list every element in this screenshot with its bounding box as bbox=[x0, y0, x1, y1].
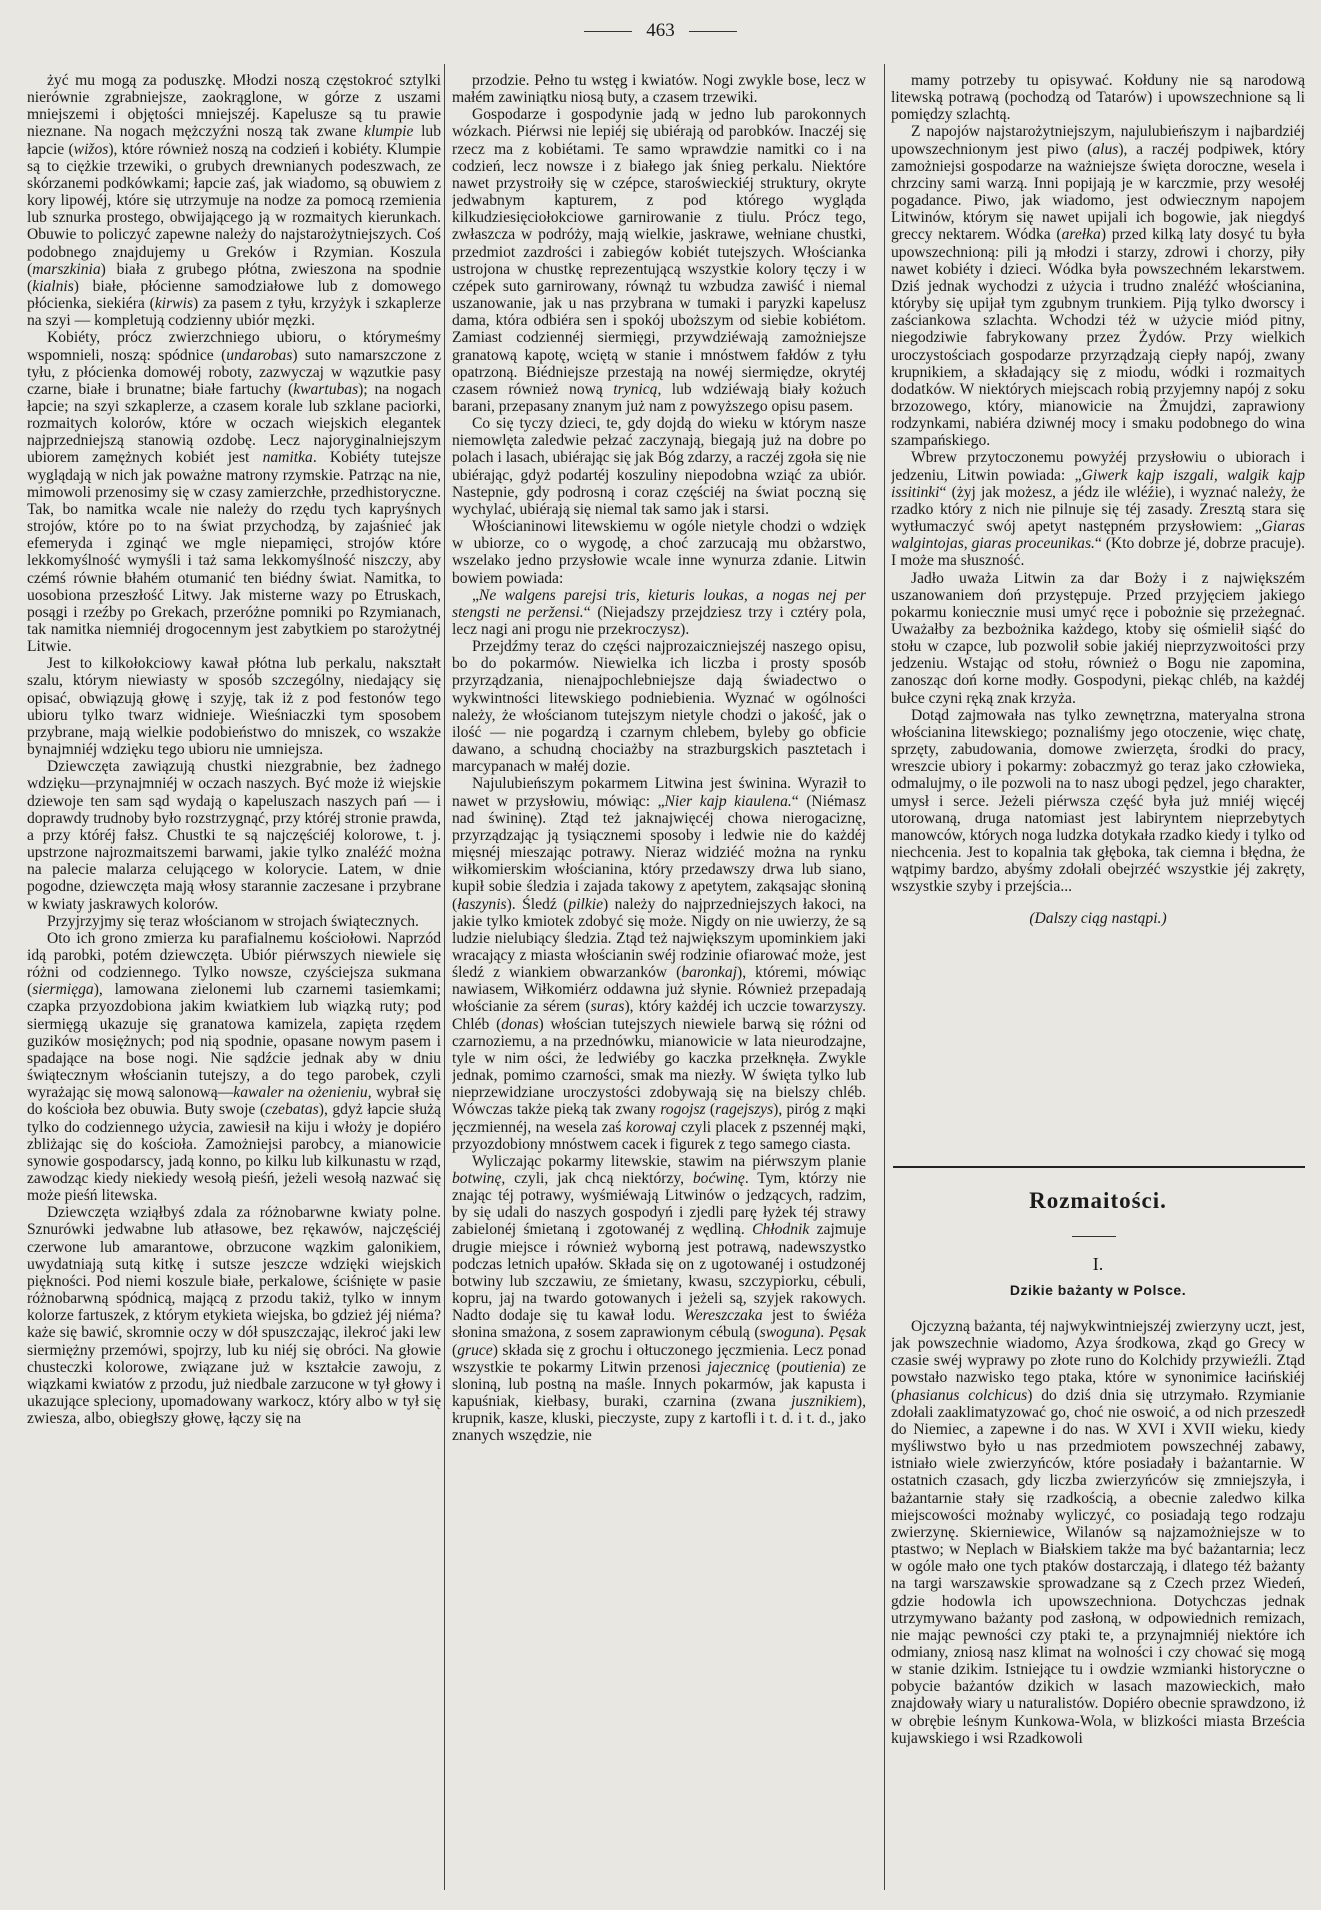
italic-term: phasianus colchicus bbox=[896, 1386, 1028, 1404]
paragraph: Wbrew przytoczonemu powyżéj przysłowiu o ubiorach i jedzeniu, Litwin powiada: „Giwerk kajp iszgali, walgik kajp issitinki“ (żyj jak możesz, a jédz ile wléźie), i wyznać należy, że rzadko który z nich nie pilnuje się téj zasady. Zresztą stara się wytłumaczyć swój apetyt następném przysłowiem: „Giaras walgintojas, giaras proceunikas.“ (Kto dobrze jé, dobrze pracuje). I może ma słuszność. bbox=[891, 449, 1305, 570]
italic-term: swoguna bbox=[759, 1324, 816, 1342]
italic-term: Chłodnik bbox=[752, 1221, 810, 1239]
paragraph: Co się tyczy dzieci, te, gdy dojdą do wieku w którym nasze niemowlęta zaledwie pełzać zaczynają, biegają już na dobre po polach i lasach, ubiérając się jak Bóg zdarzy, a raczéj zgoła się nie ubiérając, gdyż podartéj koszuliny niepodobna wziąć za ubiór. Nastepnie, gdy podrosną i coraz częściéj na świat poczną się wychylać, ubiérają się niemal tak samo jak i starsi. bbox=[452, 415, 866, 518]
italic-term: suras bbox=[590, 998, 625, 1016]
section-title: Rozmaitości. bbox=[1029, 1188, 1167, 1213]
italic-term: jajecznicę bbox=[707, 1358, 770, 1376]
paragraph: „Ne walgens parejsi tris, kieturis loukas, a nogas nej per stengsti ne peržensi.“ (Niejadszy przejdziesz trzy i cztéry pola, lecz nagi ani progu nie przekroczysz). bbox=[452, 586, 866, 638]
italic-term: kwartubas bbox=[293, 380, 359, 398]
italic-term: rogojsz bbox=[660, 1101, 706, 1119]
italic-term: łaszynis bbox=[457, 895, 507, 913]
paragraph: Kobiéty, prócz zwierzchniego ubioru, o którymeśmy wspomnieli, noszą: spódnice (undarobas) suto namarszczone z tyłu, z płócienka domowéj roboty, zazwyczaj w wązutkie pasy czarne, białe i brunatne; białe fartuchy (kwartubas); na nogach łapcie; na szyi szkaplerze, a czasem korale lub szklane paciorki, rozmaitych kolorów, które w oczach wiejskich elegantek najprzedniejszą stanowią ozdobę. Lecz najoryginalniejszym ubiorem zamężnych kobiét jest namitka. Kobiéty tutejsze wyglądają w nich jak poważne matrony rzymskie. Patrząc na nie, mimowoli przenosimy się w czasy zamierzchłe, przedhistoryczne. Tak, bo namitka wcale nie należy do rzędu tych kapryśnych strojów, które po to na świat przychodzą, by zajaśnieć jak efemeryda i zginąć we mgle niepamięci, strojów które lekkomyślność wymyśli i taż sama lekkomyślność niszczy, aby czémś równie błahém otumanić ten biédny świat. Namitka, to uosobiona przeszłość Litwy. Jak misterne wazy po Etruskach, posągi i rzeźby po Grekach, przeróżne pomniki po Rzymianach, tak namitka niemniéj drogocennym jest zabytkiem po starożytnéj Litwie. bbox=[27, 329, 441, 656]
italic-term: kirwis bbox=[154, 295, 193, 313]
italic-term: klumpie bbox=[364, 123, 414, 141]
paragraph: Wyliczając pokarmy litewskie, stawim na piérwszym planie botwinę, czyli, jak chcą niektórzy, boćwinę. Tym, którzy nie znając téj potrawy, wyśmiéwają Litwinów o jedzących, radzim, by się udali do naszych gospodyń i zjedli parę łyżek téj strawy zabielonéj śmietaną i zgotowanéj z wędliną. Chłodnik zajmuje drugie miejsce i również wyborną jest potrawą, nadewszystko podczas letnich upałów. Składa się on z ugotowanéj i ostudzonéj botwiny lub szczawiu, ze śmietany, kwasu, szczypiorku, cébuli, kopru, jaj na twardo gotowanych i jeżeli są, szyjek rakowych. Nadto dodaje się tu kawał lodu. Wereszczaka jest to świéża słonina smażona, z sosem zaprawionym cébulą (swoguna). Pęsak (gruce) składa się z grochu i ołtuczonego jęczmienia. Lecz ponad wszystkie te pokarmy Litwin przenosi jajecznicę (poutienia) ze sloniną, lub postną na maśle. Innych pokarmów, jak kapusta i kapuśniak, kiełbasy, buraki, czarnina (zwana jusznikiem), krupnik, kasze, kluski, pieczyste, zupy z kartofli i t. d. i t. d., jako znanych wszędzie, nie bbox=[452, 1152, 866, 1445]
italic-term: Wereszczaka bbox=[684, 1307, 763, 1325]
italic-term: Giwerk kajp iszgali, walgik kajp issitinki bbox=[891, 466, 1305, 501]
paragraph: Przejdźmy teraz do części najprozaiczniejszéj naszego opisu, bo do pokarmów. Niewielka ich liczba i prosty sposób przyrządzania, nienajpochlebniejsze dają świadectwo o wykwintności litewskiego podniebienia. Wyznać w ogólności należy, że włościanom tutejszym nietyle chodzi o jakość, jak o ilość — nie pogardzą i czarnym chlebem, byleby go obficie dawano, a schudną chociażby na strazburgskich pasztetach i marcypanach w małéj dozie. bbox=[452, 638, 866, 776]
paragraph: Jadło uważa Litwin za dar Boży i z największém uszanowaniem doń przystępuje. Przed przyjęciem jakiego pokarmu koniecznie musi umyć ręce i pobożnie się przeżegnać. Uważałby za bezbożnika każdego, ktoby się ośmielił siąść do stołu w czapce, lub pozwolił sobie jakiéj nieprzyzwoitości przy jedzeniu. Wstając od stołu, również o Bogu nie zapomina, zanosząc doń korne modły. Gospodyni, piekąc chléb, na każdéj bułce czyni ręką znak krzyża. bbox=[891, 569, 1305, 707]
italic-term: kawaler na ożenieniu bbox=[233, 1084, 368, 1102]
italic-term: trynicą bbox=[613, 380, 658, 398]
column-3 bbox=[891, 72, 1305, 1142]
article-body bbox=[891, 1318, 1305, 1888]
italic-term: marszkinia bbox=[32, 260, 101, 278]
italic-term: donas bbox=[501, 1015, 539, 1033]
paragraph: Z napojów najstarożytniejszym, najulubieńszym i najbardziéj upowszechnionym jest piwo (alus), a raczéj podpiwek, który zamożniejsi gospodarze na ważniejsze święta doroczne, wesela i chrzciny sami warzą. Inni popijają je w karczmie, przy wesołéj pogadance. Piwo, jak wiadomo, jest odwiecznym napojem Litwinów, którym się nawet upijali ich bogowie, jak niegdyś greccy nektarem. Wódka (arełka) przed kilką laty dosyć tu była upowszechnioną: pili ją młodzi i starzy, zdrowi i chorzy, piły nawet kobiéty i dzieci. Wódka była powszechném lekarstwem. Dziś jednak wychodzi z użycia i trudno znaléźć włościanina, któryby się upijał tym zgubnym trunkiem. Piją tylko dworscy i zaściankowa szlachta. Wchodzi téż w użycie miód pitny, niegodziwie fabrykowany przez Żydów. Przy wielkich uroczystościach gospodarze przyrządzają ciepły napój, zwany krupnikiem, a składający się z miodu, wódki i rozmaitych dodatków. W niektórych miejscach robią przyjemny napój z soku brzozowego, który, mianowicie na Żmujdzi, zaprawiony rodzynkami, nabiéra dziwnéj mocy i smaku podobnego do wina szampańskiego. bbox=[891, 123, 1305, 450]
italic-term: alus bbox=[1092, 140, 1119, 158]
column-1 bbox=[27, 72, 441, 1887]
paragraph: Dziewczęta zawiązują chustki niezgrabnie, bez żadnego wdzięku—przynajmniéj w oczach naszych. Być może iż wiejskie dziewoje ten sam sąd wydają o kapeluszach naszych pań — i doprawdy trudnoby było rozstrzygnąć, przy któréj stronie prawda, a przy któréj fałsz. Chustki te są najczęściéj kolorowe, t. j. upstrzone najrozmaitszemi barwami, jakie tylko znaléźć można na palecie malarza celującego w kolorycie. Latem, w dnie pogodne, dziewczęta mają włosy starannie zaczesane i przybrane w kwiaty jaskrawych kolorów. bbox=[27, 758, 441, 913]
italic-term: pilkie bbox=[568, 895, 604, 913]
paragraph: Ojczyzną bażanta, téj najwykwintniejszéj zwierzyny uczt, jest, jak powszechnie wiadomo, Azya środkowa, zkąd go Grecy w czasie swéj wyprawy po złote runo do Kolchidy przywieźli. Ztąd powstało nazwisko tego ptaka, które w synonimice łacińskiéj (phasianus colchicus) do dziś dnia się utrzymało. Rzymianie zdołali zaaklimatyzować go, choć nie oswoić, a od nich przeszedł do Niemiec, a zapewne i do nas. W XVI i XVII wieku, kiedy myśliwstwo było u nas przedmiotem powszechnéj zabawy, istniało wiele zwierzyńców, które posiadały i bażantarnie. W ostatnich czasach, gdy liczba zwierzyńców się zmniejszyła, i bażantarnie stały się rzadkością, a obecnie zaledwo kilka miejscowości możnaby wyliczyć, co posiadają tego rodzaju zwierzynę. Skierniewice, Wilanów są najzamożniejsze w to ptastwo; w Neplach w Białskiem także ma być bażantarnia; lecz w ogóle mało one tych ptaków dostarczają, i dlatego téż bażanty na targi warszawskie sprowadzane są z Czech przez Wiedeń, gdzie hodowla ich upowszechniona. Dotychczas jednak utrzymywano bażanty pod zasłoną, w odpowiednich remizach, nie mając pewności czy ptaki te, a przynajmniéj niektóre ich odmiany, zniosą nasz klimat na wolności i czy chować się mogą w stanie dzikim. Istniejące tu i owdzie wzmianki historyczne o pobycie bażantów dzikich w lasach mazowieckich, mało znajdowały wiary u naturalistów. Dopiéro obecnie sprawdzono, iż w obrębie leśnym Kunkowa-Wola, w blizkości miasta Brześcia kujawskiego i wsi Rzadkowoli bbox=[891, 1318, 1305, 1747]
italic-term: arełka bbox=[1061, 226, 1101, 244]
italic-term: poutienia bbox=[781, 1358, 841, 1376]
paragraph: Najulubieńszym pokarmem Litwina jest świnina. Wyraził to nawet w przysłowiu, mówiąc: „Nier kajp kiaulena.“ (Niémasz nad świninę). Ztąd też jaknajwięcéj chowa nierogaciznę, przyrządzając ją tysiącznemi sposoby i ledwie nie do każdéj mięsnéj mieszając potrawy. Nieraz widziéć można na rynku wiłkomierskim włościanina, który przedawszy drwa lub siano, kupił sobie śledzia i zajada takowy z apetytem, zakąsając słoniną (łaszynis). Śledź (pilkie) należy do najprzedniejszych łakoci, na jakie tylko kmiotek zdobyć się może. Nigdy on nie uwierzy, że są ludzie nielubiący śledzia. Ztąd też największym upominkiem jaki wracający z miasta włościanin swéj rodzinie ofiarować może, jest śledź z wiankiem obwarzanków (baronkaj), któremi, mówiąc nawiasem, Wiłkomiérz oddawna już słynie. Również przepadają włościanie za sérem (suras), który każdéj ich uczcie towarzyszy. Chléb (donas) włościan tutejszych niewiele barwą się różni od czarnoziemu, a na przednówku, mianowicie w lata nieurodzajne, tyle w nim ości, że ledwiéby go kaczka przełknęła. Zwykle jednak, pomimo czarności, smak ma niezły. W święta tylko lub nieprzewidziane uroczystości zdobywają się na bielszy chléb. Wówczas także pieką tak zwany rogojsz (ragejszys), piróg z mąki jęczmiennéj, na wesela zaś korowaj czyli placek z pszennéj mąki, przyozdobiony mnóstwem cacek i figurek z tego samego ciasta. bbox=[452, 775, 866, 1153]
italic-term: czebatas bbox=[265, 1101, 319, 1119]
paragraph: Włościaninowi litewskiemu w ogóle nietyle chodzi o wdzięk w ubiorze, co o wygodę, a choć zarzucają mu obżarstwo, wszelako jedno przysłowie wcale inne wynurza zdanie. Litwin bowiem powiada: bbox=[452, 518, 866, 587]
paragraph: żyć mu mogą za poduszkę. Młodzi noszą częstokroć sztylki nierównie zgrabniejsze, zaokrąglone, w górze z uszami mniejszemi i objętości mniejszéj. Kapelusze są tu prawie nieznane. Na nogach mężczyźni noszą tak zwane klumpie lub łapcie (wižos), które również noszą na codzień i kobiéty. Klumpie są to ciężkie trzewiki, o grubych drewnianych podeszwach, ze skórzanemi podkówkami; łapcie zaś, jak wiadomo, są obuwiem z kory lipowéj, które się utrzymuje na nodze za pomocą rzemienia lub sznurka prostego, obwijającego ją w rozmaitych kierunkach. Obuwie to policzyć zapewne należy do najstarożytniejszych. Coś podobnego znajdujemy u Greków i Rzymian. Koszula (marszkinia) biała z grubego płótna, zwieszona na spodnie (kialnis) białe, płócienne samodziałowe lub z domowego płócienka, siekiéra (kirwis) za pasem z tyłu, krzyżyk i szkaplerze na szyi — kompletują codzienny ubiór męzki. bbox=[27, 72, 441, 330]
page-number-text: 463 bbox=[646, 20, 675, 41]
italic-term: Giaras walgintojas, giaras proceunikas. bbox=[891, 518, 1305, 553]
italic-term: botwinę bbox=[452, 1170, 502, 1187]
italic-term: baronkaj bbox=[681, 964, 738, 982]
italic-term: siermięga bbox=[32, 981, 94, 999]
column-3-text bbox=[891, 72, 1305, 896]
italic-term: gruce bbox=[457, 1341, 493, 1359]
paragraph: Oto ich grono zmierza ku parafialnemu kościołowi. Naprzód idą parobki, potém dziewczęta. Ubiór piérwszych niewiele się różni od codziennego. Tylko nowsze, czyściejsza sukmana (siermięga), lamowana zielonemi lub czarnemi tasiemkami; czapka przyozdobiona jakim kwiatkiem lub wiązką ruty; pod siermięgą ukazuje się granatowa kamizela, zapięta rzędem guzików mosiężnych; pod nią spodnie, opasane nowym pasem i spadające na bose nogi. Nie sądźcie jednak aby w dniu świątecznym włościanin tutejszy, a do tego parobek, czyli wyrażając się mową salonową—kawaler na ożenieniu, wybrał się do kościoła bez obuwia. Buty swoje (czebatas), gdyż łapcie służą tylko do codziennego użycia, zawiesił na kiju i włoży je dopiéro zbliżając się do kościoła. Zamożniejsi parobcy, a mianowicie synowie gospodarscy, jadą konno, po kilku lub kilkunastu w rząd, zawodząc kiedy niekiedy wesołą pieśń, jeżeli wesołą nazwać się może pieśń litewska. bbox=[27, 929, 441, 1205]
paragraph: Jest to kilkołokciowy kawał płótna lub perkalu, nakształt szalu, którym niewiasty w sposób szczególny, niedający się opisać, obwiązują głowę i szyję, tak iż z pod festonów tego ubioru tylko twarz widnieje. Wieśniaczki tym sposobem przybrane, mają wielkie podobieństwo do mniszek, co wszakże bynajmniéj wdzięku tego ubioru nie umniejsza. bbox=[27, 655, 441, 759]
italic-term: namitka bbox=[262, 449, 313, 467]
italic-term: Pęsak bbox=[828, 1324, 866, 1342]
section-divider bbox=[893, 1166, 1305, 1168]
paragraph: mamy potrzeby tu opisywać. Kołduny nie są narodową litewską potrawą (pochodzą od Tatarów) i upowszechnione są li pomiędzy szlachtą. bbox=[891, 72, 1305, 124]
column-divider bbox=[444, 64, 445, 1890]
column-2 bbox=[452, 72, 866, 1887]
paragraph: Gospodarze i gospodynie jadą w jedno lub parokonnych wózkach. Piérwsi nie lepiéj się ubiérają od parobków. Inaczéj się rzecz ma z kobiétami. Te samo wprawdzie namitki co i na codzień, lecz nowsze i z białego jak śnieg perkalu. Niektóre nawet przystroiły się w czépce, staroświeckiéj struktury, okryte jedwabnym kapturem, z pod którego wygląda kilkudziesięciołokciowe garnirowanie z tiulu. Prócz tego, zwłaszcza w podróży, mają wielkie, jaskrawe, wełniane chustki, przedmiot zazdrości i zabiegów kobiét tutejszych. Włościanka ustrojona w chustkę reprezentującą wszystkie kolory tęczy i w czépek suto garnirowany, równąż tu wzbudza zawiść i niemal uszanowanie, jak u nas przybrana w tumaki i paryzki kapelusz dama, która odbiéra sen i spokój uboższym od siebie kobiétom. Zamiast codziennéj siermięgi, przywdziéwają zamożniejsze granatową kapotę, wciętą w stanie i mnóstwem fałdów z tyłu opatrzoną. Biédniejsze przestają na nowéj siermiędze, okrytéj czasem również nową trynicą, lub wdziéwają biały kożuch barani, przepasany znanym już nam z powyższego opisu pasem. bbox=[452, 106, 866, 415]
paragraph: Przyjrzyjmy się teraz włościanom w strojach świątecznych. bbox=[47, 912, 419, 930]
article-number: I. bbox=[1092, 1254, 1104, 1274]
paragraph: Dziewczęta wziąłbyś zdala za różnobarwne kwiaty polne. Sznurówki jedwabne lub atłasowe, bez rękawów, najczęściéj czerwone lub amarantowe, obrzucone wązkim galonikiem, uwydatniają sutą kitkę i sutsze jeszcze wdzięki wiejskich piękności. Pod niemi koszule białe, perkalowe, ściśnięte w pasie różnobarwną spódnicą, mającą z przodu takiż, tylko w innym kolorze fartuszek, z którym etykieta wiejska, bo gdzież jéj niéma? każe się bawić, skromnie oczy w dół spuszczając, ilekroć jaki lew siermiężny przemówi, spojrzy, lub ku niéj się obróci. Na głowie chusteczki kolorowe, związane już w kształcie zawoju, z wiązkami kwiatów z przodu, już niedbale zarzucone w tył głowy i ukazujące spleciony, upomadowany warkocz, który albo w tył się zwiesza, albo, obiegłszy głowę, łączy się na bbox=[27, 1204, 441, 1428]
italic-term: korowaj bbox=[625, 1118, 677, 1136]
column-divider bbox=[884, 64, 885, 1890]
italic-term: wižos bbox=[73, 140, 109, 158]
italic-term: ragejszys bbox=[715, 1101, 774, 1119]
continuation-note: (Dalszy ciąg nastąpi.) bbox=[1029, 909, 1167, 927]
italic-term: boćwinę bbox=[692, 1170, 745, 1187]
paragraph: Dotąd zajmowała nas tylko zewnętrzna, materyalna strona włościanina litewskiego; poznaliśmy jego otoczenie, więc chatę, sprzęty, zabudowania, domowe zwierzęta, środki do pracy, wreszcie ubiory i pokarmy: zobaczmyż go teraz jako człowieka, odmalujmy, o ile pozwoli na to nasz ubogi pędzel, jego charakter, umysł i serce. Jeżeli piérwsza część była już mniéj więcéj utorowaną, druga natomiast jest labiryntem nieprzebytych manowców, których noga ludzka dotykała rzadko kiedy i tylko od niechcenia. Jest to kopalnia tak głęboka, tak ciemna i błędna, że wątpimy bardzo, abyśmy zdołali obejrzéć wszystkie jéj zakręty, wszystkie szyby i przejścia... bbox=[891, 706, 1305, 896]
italic-term: jusznikiem bbox=[791, 1393, 857, 1411]
italic-term: Nier kajp kiaulena. bbox=[664, 792, 792, 810]
article-title: Dzikie bażanty w Polsce. bbox=[1009, 1282, 1187, 1298]
page-number bbox=[0, 20, 1321, 42]
italic-term: undarobas bbox=[226, 346, 293, 364]
paragraph: przodzie. Pełno tu wstęg i kwiatów. Nogi zwykle bose, lecz w małém zawiniątku niosą buty, a czasem trzewiki. bbox=[452, 72, 866, 107]
short-divider bbox=[1072, 1236, 1116, 1237]
italic-term: kialnis bbox=[32, 277, 74, 295]
italic-term: Ne walgens parejsi tris, kieturis loukas, a nogas nej per stengsti ne peržensi. bbox=[452, 586, 866, 621]
